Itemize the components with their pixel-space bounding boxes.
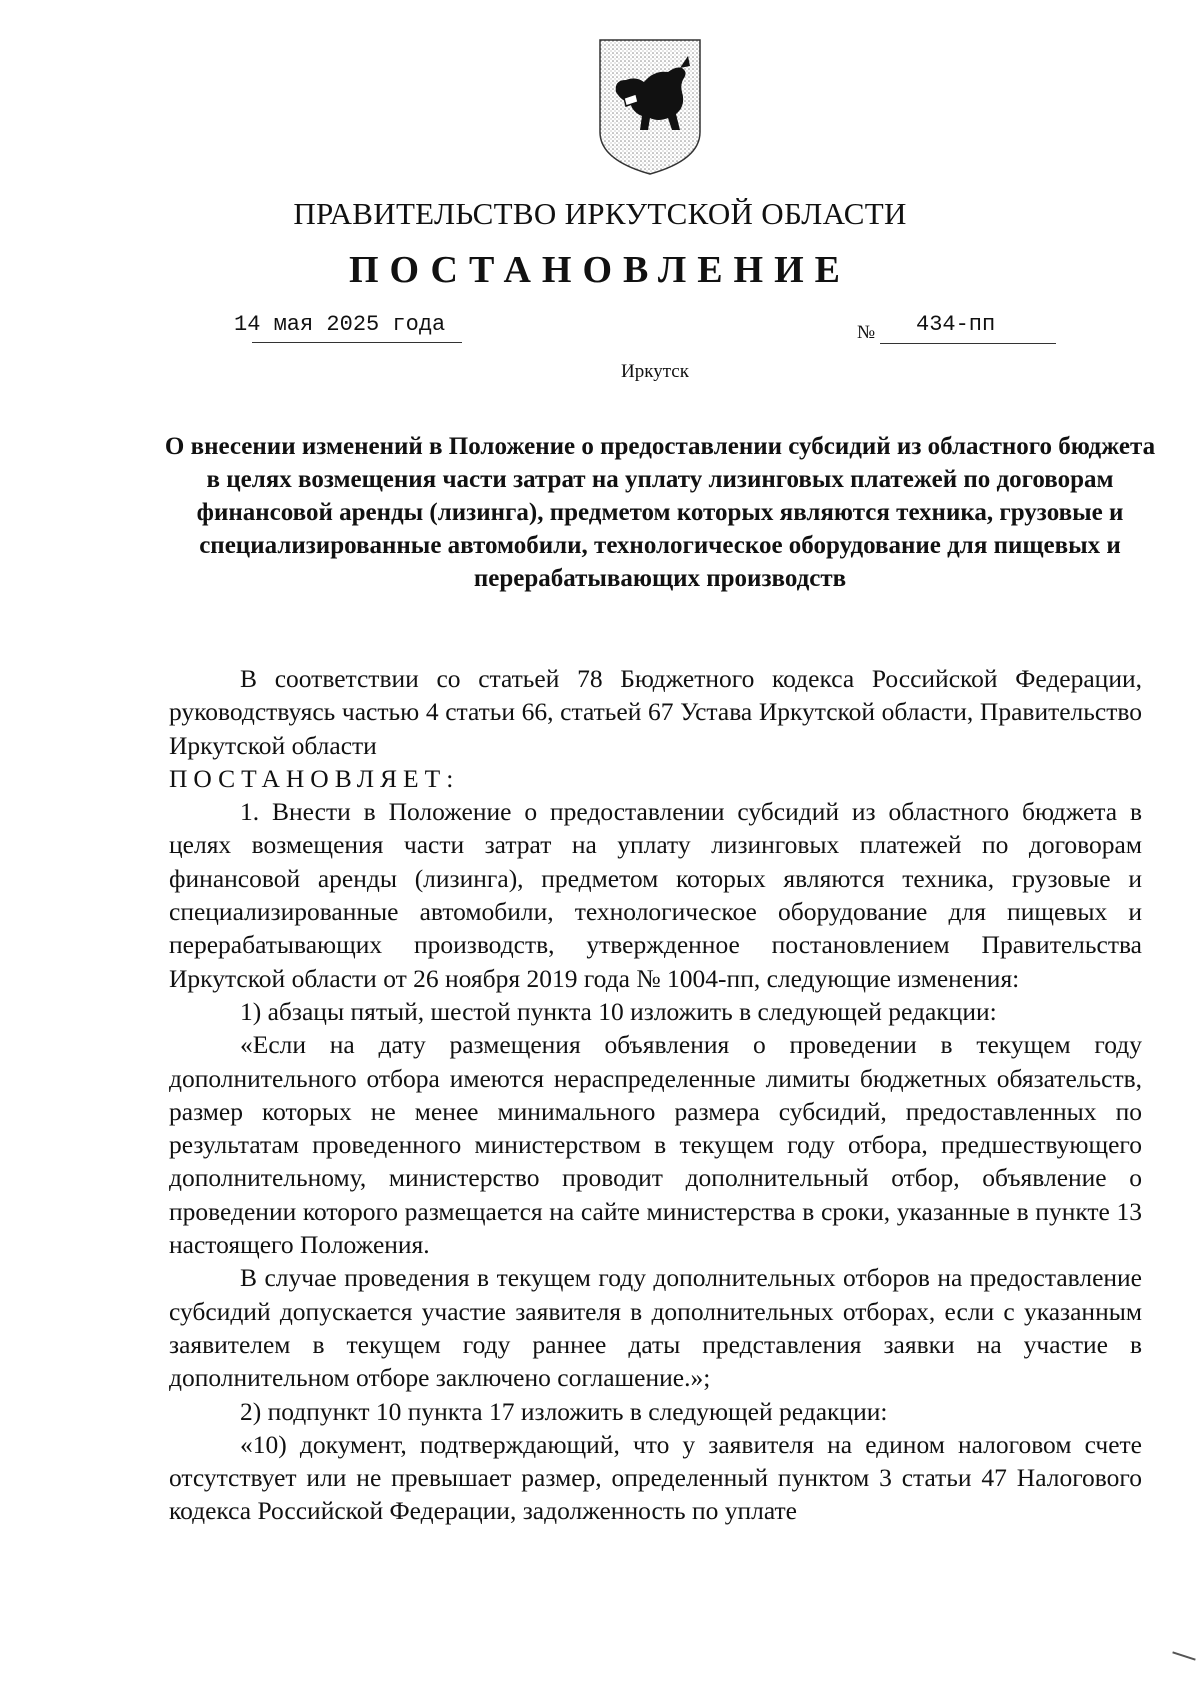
paragraph: «10) документ, подтверждающий, что у заявителя на едином налоговом счете отсутствует или не превышает размер, определенный пунктом 3 статьи 47 Налогового кодекса Российской Федерации, задолженность по уплате (169, 1429, 1142, 1526)
city: Иркутск (621, 361, 689, 382)
number-sign: № (857, 322, 876, 343)
document-number: 434-пп (916, 312, 996, 337)
scan-artifact (1172, 1651, 1195, 1660)
paragraph: 2) подпункт 10 пункта 17 изложить в следующей редакции: (240, 1396, 888, 1426)
paragraph: 1) абзацы пятый, шестой пункта 10 изложить в следующей редакции: (240, 996, 997, 1026)
number-underline (880, 343, 1056, 344)
document-date: 14 мая 2025 года (234, 312, 446, 337)
document-title: О внесении изменений в Положение о предоставлении субсидий из областного бюджета в целях возмещения части затрат на уплату лизинговых платежей по договорам финансовой аренды (лизинга), предметом которых являются техника, грузовые и специализированные автомобили, технологическое оборудование для пищевых и перерабатывающих производств (164, 433, 1156, 592)
resolves-heading: ПОСТАНОВЛЯЕТ: (169, 763, 460, 793)
paragraph: 1. Внести в Положение о предоставлении субсидий из областного бюджета в целях возмещения части затрат на уплату лизинговых платежей по договорам финансовой аренды (лизинга), предметом которых являются техника, грузовые и специализированные автомобили, технологическое оборудование для пищевых и перерабатывающих производств, утвержденное постановлением Правительства Иркутской области от 26 ноября 2019 года № 1004-пп, следующие изменения: (169, 797, 1142, 993)
preamble: В соответствии со статьей 78 Бюджетного кодекса Российской Федерации, руководствуясь частью 4 статьи 66, статьей 67 Устава Иркутской области, Правительство Иркутской области (169, 664, 1142, 760)
paragraph: «Если на дату размещения объявления о проведении в текущем году дополнительного отбора имеются нераспределенные лимиты бюджетных обязательств, размер которых не менее минимального размера субсидий, предоставленных по результатам проведенного министерством в текущем году отбора, предшествующего дополнительному, министерство проводит дополнительный отбор, объявление о проведении которого размещается на сайте министерства в сроки, указанные в пункте 13 настоящего Положения. (169, 1030, 1142, 1260)
irkutsk-coat-of-arms-icon (596, 36, 704, 178)
paragraph: В случае проведения в текущем году дополнительных отборов на предоставление субсидий допускается участие заявителя в дополнительных отборах, если с указанным заявителем в текущем году раннее даты представления заявки на участие в дополнительном отборе заключено соглашение.»; (169, 1263, 1142, 1393)
document-body (169, 662, 1142, 1528)
document-type: ПОСТАНОВЛЕНИЕ (348, 249, 852, 291)
date-underline (252, 342, 462, 343)
government-name: ПРАВИТЕЛЬСТВО ИРКУТСКОЙ ОБЛАСТИ (293, 196, 907, 231)
